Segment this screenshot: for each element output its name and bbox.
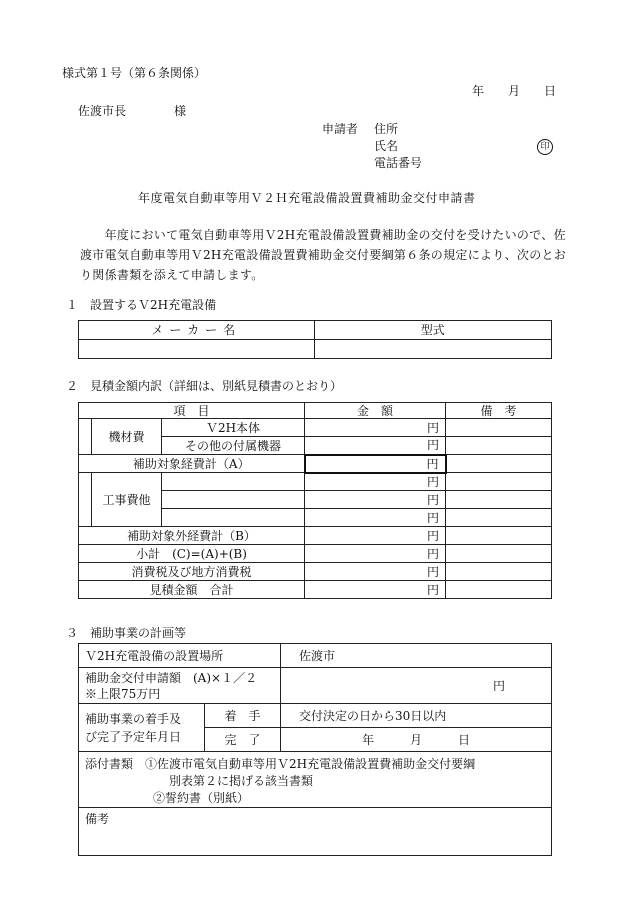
seal-mark: 印 [537, 138, 553, 155]
subtotal-label: 小計 (C)=(A)+(B) [79, 545, 305, 563]
remarks-label: 備考 [85, 812, 110, 826]
item-header: 項 目 [79, 403, 305, 419]
request-label-cell [79, 668, 281, 704]
addressee: 佐渡市長 様 [78, 104, 187, 118]
v2h-unit-amount[interactable]: 円 [305, 419, 446, 437]
construction-note-3[interactable] [446, 509, 552, 527]
request-amount[interactable]: 円 [281, 668, 552, 704]
construction-item-2[interactable] [162, 491, 305, 509]
attachments-label: 添付書類 [85, 757, 134, 771]
construction-note-2[interactable] [446, 491, 552, 509]
total-label: 見積金額 合計 [79, 581, 305, 599]
form-number: 様式第１号（第６条関係） [62, 66, 207, 80]
remarks-cell[interactable] [79, 808, 552, 856]
note-header: 備 考 [446, 403, 552, 419]
v2h-unit-label: Ｖ2H本体 [162, 419, 305, 437]
non-target-b-label: 補助対象外経費計（B） [79, 527, 305, 545]
section2-heading: ２ 見積金額内訳（詳細は、別紙見積書のとおり） [66, 379, 343, 393]
attachment-1: ①佐渡市電気自動車等用Ｖ2H充電設備設置費補助金交付要綱 [145, 757, 476, 771]
attachment-1b: 別表第２に掲げる該当書類 [169, 774, 314, 788]
indent-cell [79, 473, 92, 527]
location-label: Ｖ2H充電設備の設置場所 [79, 644, 281, 668]
intro-paragraph: 年度において電気自動車等用Ｖ2H充電設備設置費補助金の交付を受けたいので、佐渡市電気自動車等用Ｖ2H充電設備設置費補助金交付要綱第６条の規定により、次のとおり関係書類を添えて申請します。 [80, 228, 567, 282]
subtotal-note[interactable] [446, 545, 552, 563]
accessories-note[interactable] [446, 437, 552, 455]
location-value[interactable]: 佐渡市 [281, 644, 552, 668]
construction-amount-1[interactable]: 円 [305, 473, 446, 491]
schedule-label-cell [79, 704, 205, 752]
non-target-b-amount[interactable]: 円 [305, 527, 446, 545]
tax-note[interactable] [446, 563, 552, 581]
section1-table [78, 320, 552, 359]
section3-heading: ３ 補助事業の計画等 [66, 626, 187, 640]
total-amount[interactable]: 円 [305, 581, 446, 599]
amount-header: 金 額 [305, 403, 446, 419]
total-note[interactable] [446, 581, 552, 599]
v2h-unit-note[interactable] [446, 419, 552, 437]
construction-amount-2[interactable]: 円 [305, 491, 446, 509]
maker-cell[interactable] [79, 340, 315, 359]
start-value[interactable]: 交付決定の日から30日以内 [281, 704, 552, 728]
request-limit: ※上限75万円 [85, 686, 161, 701]
date-line: 年 月 日 [472, 84, 557, 98]
end-label: 完 了 [205, 728, 281, 752]
estimate-table [78, 402, 552, 599]
model-cell[interactable] [314, 340, 552, 359]
construction-item-1[interactable] [162, 473, 305, 491]
phone-label: 電話番号 [374, 156, 423, 170]
accessories-label: その他の付属機器 [162, 437, 305, 455]
construction-note-1[interactable] [446, 473, 552, 491]
indent-cell [79, 419, 92, 455]
subtotal-amount[interactable]: 円 [305, 545, 446, 563]
tax-label: 消費税及び地方消費税 [79, 563, 305, 581]
document-title: 年度電気自動車等用Ｖ２Ｈ充電設備設置費補助金交付申請書 [138, 191, 476, 205]
attachment-2: ②誓約書（別紙） [153, 791, 250, 805]
subsidy-target-a-label: 補助対象経費計（A） [79, 455, 305, 473]
schedule-label-2: び完了予定年月日 [85, 729, 182, 744]
subsidy-target-a-amount[interactable]: 円 [305, 455, 446, 473]
accessories-amount[interactable]: 円 [305, 437, 446, 455]
maker-header: メーカー名 [79, 321, 315, 340]
equipment-label: 機材費 [92, 419, 162, 455]
construction-item-3[interactable] [162, 509, 305, 527]
tax-amount[interactable]: 円 [305, 563, 446, 581]
model-header: 型式 [314, 321, 552, 340]
start-label: 着 手 [205, 704, 281, 728]
section1-heading: １ 設置するＶ2H充電設備 [66, 298, 217, 312]
construction-amount-3[interactable]: 円 [305, 509, 446, 527]
request-label: 補助金交付申請額 (A)×１／２ [85, 670, 258, 685]
construction-label: 工事費他 [92, 473, 162, 527]
subsidy-target-a-note[interactable] [446, 455, 552, 473]
non-target-b-note[interactable] [446, 527, 552, 545]
name-label: 氏名 [374, 139, 399, 153]
address-label: 住所 [374, 122, 399, 136]
schedule-label-1: 補助事業の着手及 [85, 711, 182, 726]
end-value[interactable]: 年 月 日 [281, 728, 552, 752]
applicant-label: 申請者 [322, 122, 359, 136]
attachments-cell [79, 752, 552, 808]
plan-table [78, 643, 552, 856]
